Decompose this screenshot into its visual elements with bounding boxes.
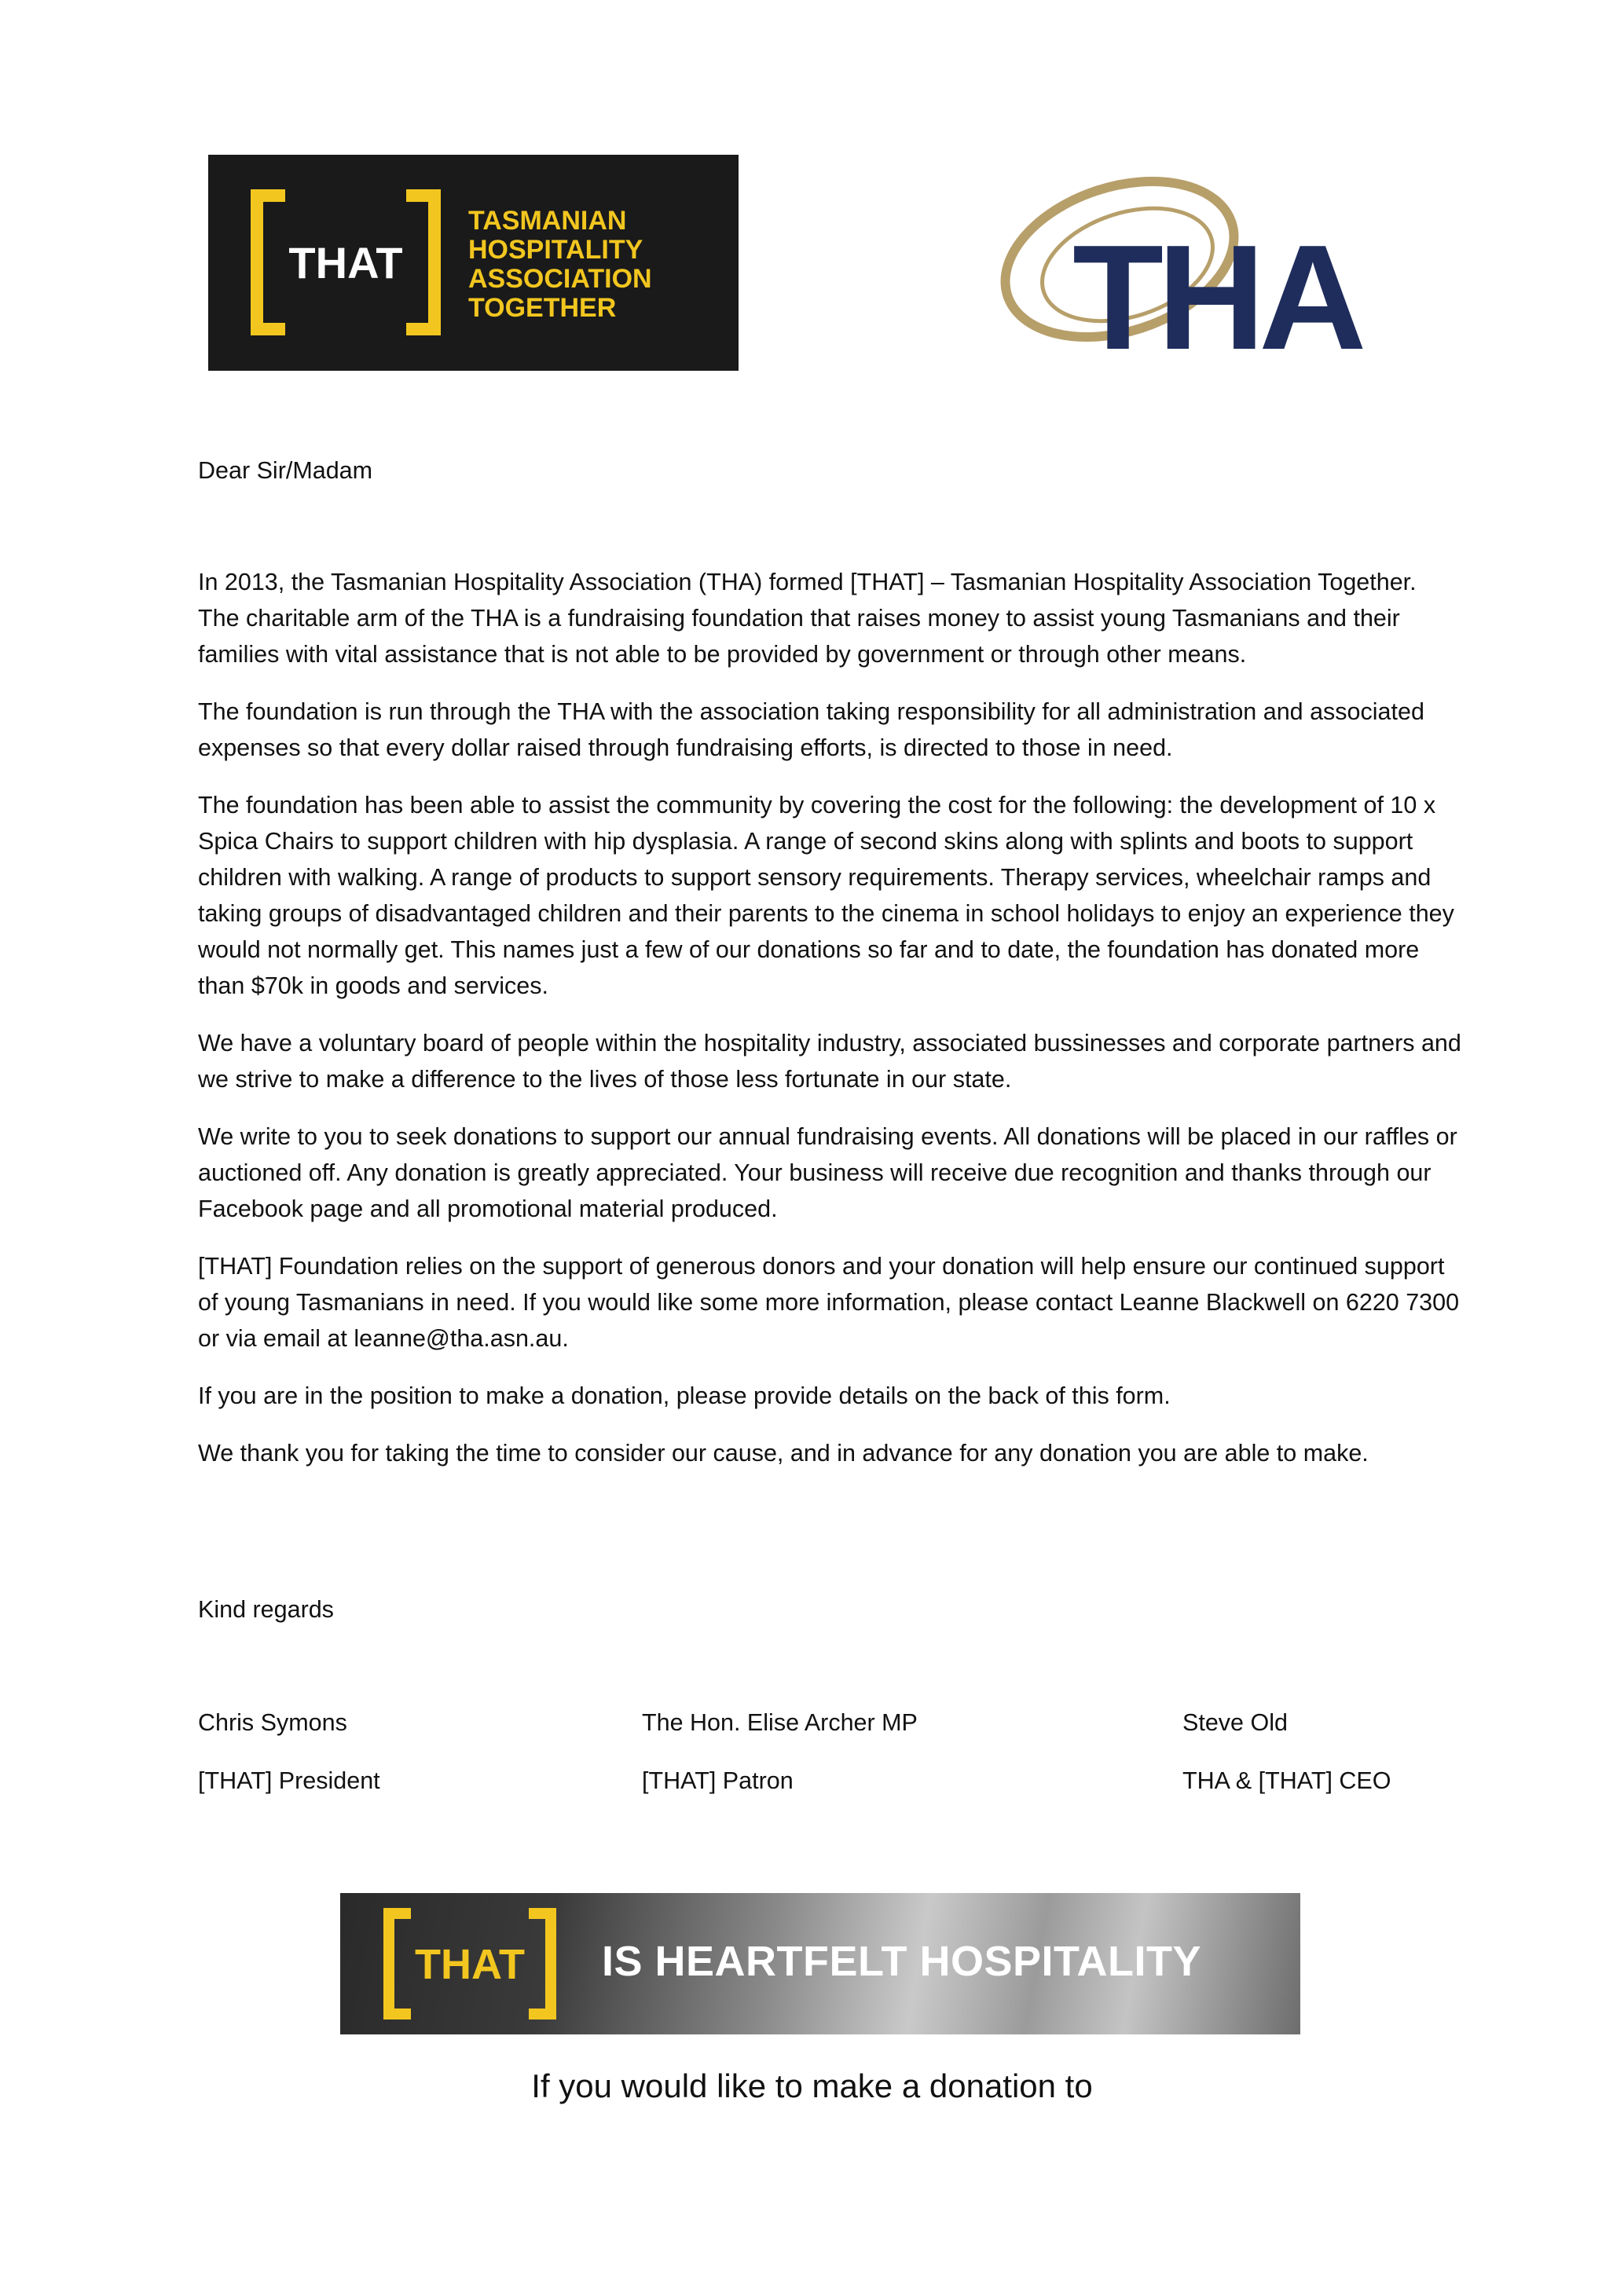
paragraph-5: We write to you to seek donations to support our annual fundraising events. All donations will be placed in our raffles or auctioned off. Any donation is greatly appreciated. Your business will receive due recognition and thanks through our Facebook page and all promotional material produced. xyxy=(198,1123,1457,1222)
tha-logo-graphic xyxy=(986,167,1434,359)
that-logo-line-3: ASSOCIATION xyxy=(468,264,652,294)
banner-right-bracket xyxy=(529,1913,551,2014)
that-logo-mark: THAT xyxy=(288,238,403,287)
paragraph-1: In 2013, the Tasmanian Hospitality Association (THA) formed [THAT] – Tasmanian Hospitality Association Together. The charitable arm of the THA is a fundraising foundation that raises money to assist young Tasmanians and their families with vital assistance that is not able to be provided by government or through other means. xyxy=(198,569,1417,668)
paragraph-4: We have a voluntary board of people within the hospitality industry, associated bussinesses and corporate partners and we strive to make a difference to the lives of those less fortunate in our state. xyxy=(198,1030,1461,1093)
paragraph-3: The foundation has been able to assist the community by covering the cost for the following: the development of 10 x Spica Chairs to support children with hip dysplasia. A range of second skins along with splints and boots to support children with walking. A range of products to support sensory requirements. Therapy services, wheelchair ramps and taking groups of disadvantaged children and their parents to the cinema in school holidays to enjoy an experience they would not normally get. This names just a few of our donations so far and to date, the foundation has donated more than $70k in goods and services. xyxy=(198,792,1454,999)
paragraph-6: [THAT] Foundation relies on the support of generous donors and your donation will help ensure our continued support of young Tasmanians in need. If you would like some more information, please contact Leanne Blackwell on 6220 7300 or via email at leanne@tha.asn.au. xyxy=(198,1253,1460,1352)
that-logo-left-bracket xyxy=(257,196,285,329)
that-logo-graphic xyxy=(208,155,739,371)
closing: Kind regards xyxy=(198,1596,334,1623)
letter-body xyxy=(198,564,1463,1492)
banner-text: IS HEARTFELT HOSPITALITY xyxy=(602,1938,1201,1985)
signatory-ceo xyxy=(1182,1705,1391,1799)
tha-logo-mark: THA xyxy=(1072,214,1361,359)
signatory-name: Chris Symons xyxy=(198,1709,347,1736)
signatory-name: The Hon. Elise Archer MP xyxy=(642,1709,918,1736)
signatory-role: [THAT] President xyxy=(198,1767,380,1794)
signatory-role: [THAT] Patron xyxy=(642,1767,794,1794)
that-logo-line-1: TASMANIAN xyxy=(468,206,627,236)
banner-left-bracket xyxy=(389,1913,411,2014)
signatory-name: Steve Old xyxy=(1182,1709,1288,1736)
that-logo-line-2: HOSPITALITY xyxy=(468,235,643,265)
banner-mark: THAT xyxy=(415,1941,525,1988)
tha-logo xyxy=(986,167,1434,359)
footer-text: If you would like to make a donation to xyxy=(531,2067,1093,2104)
that-logo xyxy=(208,155,739,371)
salutation: Dear Sir/Madam xyxy=(198,457,373,484)
paragraph-2: The foundation is run through the THA with the association taking responsibility for all administration and associated expenses so that every dollar raised through fundraising efforts, is directed to those in need. xyxy=(198,698,1424,761)
signatory-patron xyxy=(642,1705,918,1799)
paragraph-8: We thank you for taking the time to consider our cause, and in advance for any donation you are able to make. xyxy=(198,1440,1369,1467)
signatory-role: THA & [THAT] CEO xyxy=(1182,1767,1391,1794)
paragraph-7: If you are in the position to make a donation, please provide details on the back of this form. xyxy=(198,1382,1171,1409)
signatory-president xyxy=(198,1705,380,1799)
heartfelt-banner xyxy=(340,1893,1300,2034)
that-logo-right-bracket xyxy=(406,196,434,329)
that-logo-line-4: TOGETHER xyxy=(468,293,617,323)
